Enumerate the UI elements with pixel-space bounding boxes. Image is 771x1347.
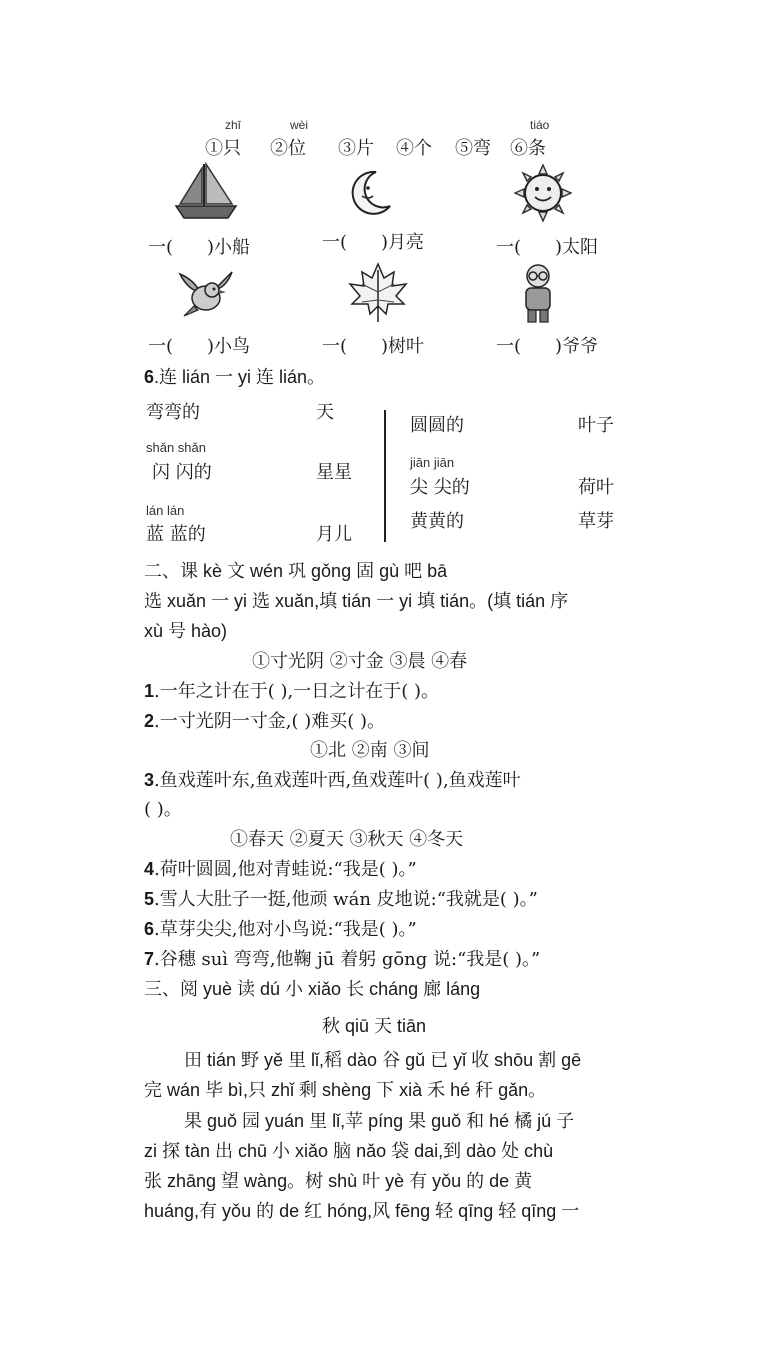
ruby-wei: wèi (290, 118, 309, 132)
match-right-ruby-2: jiān jiān (410, 455, 455, 470)
match-left-target-2: 星星 (316, 462, 352, 483)
question-3-cont: ( )。 (144, 799, 182, 820)
column-divider (384, 410, 386, 542)
ruby-tiao: tiáo (530, 118, 550, 132)
section2-instruction-1: 选 xuǎn 一 yi 选 xuǎn,填 tián 一 yi 填 tián。(填 tián 序 (144, 591, 569, 611)
question-3: 3.鱼戏莲叶东,鱼戏莲叶西,鱼戏莲叶( ),鱼戏莲叶 (144, 770, 521, 791)
match-left-ruby-2: shǎn shǎn (146, 440, 206, 455)
section3-title: 三、阅 yuè 读 dú 小 xiǎo 长 cháng 廊 láng (144, 979, 481, 999)
question-1: 1.一年之计在于( ),一日之计在于( )。 (144, 681, 439, 702)
moon-icon (346, 168, 396, 218)
measure-3: 一( )太阳 (496, 237, 599, 258)
option-5: ⑤弯 (455, 138, 491, 159)
q6-title: 6.连 lián 一 yi 连 lián。 (144, 367, 326, 387)
option-3: ③片 (338, 138, 374, 159)
passage-p1-line-2: 完 wán 毕 bì,只 zhǐ 剩 shèng 下 xià 禾 hé 秆 gǎn。 (144, 1080, 547, 1100)
sailboat-icon (172, 162, 240, 222)
match-right-target-2: 荷叶 (578, 477, 614, 498)
match-right-word-1: 圆圆的 (410, 415, 464, 436)
question-4: 4.荷叶圆圆,他对青蛙说:“我是( )。” (144, 859, 417, 880)
passage-p2-line-2: zi 探 tàn 出 chū 小 xiǎo 脑 nǎo 袋 dai,到 dào 处 chù (144, 1141, 554, 1161)
measure-6: 一( )爷爷 (496, 336, 599, 357)
match-right-target-1: 叶子 (578, 415, 614, 436)
passage-p2-line-1: 果 guǒ 园 yuán 里 lǐ,苹 píng 果 guǒ 和 hé 橘 jú 子 (184, 1111, 575, 1131)
measure-4: 一( )小鸟 (148, 336, 251, 357)
question-2: 2.一寸光阴一寸金,( )难买( )。 (144, 711, 385, 732)
bird-icon (174, 266, 238, 322)
option-2: ②位 (270, 138, 306, 159)
passage-p2-line-4: huáng,有 yǒu 的 de 红 hóng,风 fēng 轻 qīng 轻 qīng 一 (144, 1201, 580, 1221)
question-5: 5.雪人大肚子一挺,他顽 wán 皮地说:“我就是( )。” (144, 889, 538, 910)
passage-p2-line-3: 张 zhāng 望 wàng。树 shù 叶 yè 有 yǒu 的 de 黄 (144, 1171, 533, 1191)
option-1: ①只 (205, 138, 241, 159)
section2-instruction-2: xù 号 hào) (144, 621, 228, 641)
options-group-1: ①寸光阴 ②寸金 ③晨 ④春 (252, 651, 468, 672)
passage-p1-line-1: 田 tián 野 yě 里 lǐ,稻 dào 谷 gǔ 已 yǐ 收 shōu 割 gē (184, 1050, 582, 1070)
match-left-word-3: 蓝 蓝的 (146, 524, 206, 545)
match-left-ruby-3: lán lán (146, 503, 185, 518)
options-group-2: ①北 ②南 ③间 (310, 740, 430, 761)
ruby-zhi: zhī (225, 118, 242, 132)
question-6: 6.草芽尖尖,他对小鸟说:“我是( )。” (144, 919, 417, 940)
match-right-target-3: 草芽 (578, 511, 614, 532)
measure-5: 一( )树叶 (322, 336, 425, 357)
option-6: ⑥条 (510, 138, 546, 159)
options-group-3: ①春天 ②夏天 ③秋天 ④冬天 (230, 829, 464, 850)
match-left-target-1: 天 (316, 402, 334, 423)
measure-1: 一( )小船 (148, 237, 251, 258)
measure-2: 一( )月亮 (322, 232, 425, 253)
match-right-word-3: 黄黄的 (410, 511, 464, 532)
option-4: ④个 (396, 138, 432, 159)
passage-title: 秋 qiū 天 tiān (322, 1016, 427, 1036)
match-left-target-3: 月儿 (316, 524, 352, 545)
match-right-word-2: 尖 尖的 (410, 477, 470, 498)
question-7: 7.谷穗 suì 弯弯,他鞠 jū 着躬 gōng 说:“我是( )。” (144, 949, 541, 970)
grandpa-icon (516, 262, 560, 326)
sun-icon (514, 164, 572, 222)
section2-title: 二、课 kè 文 wén 巩 gǒng 固 gù 吧 bā (144, 561, 448, 581)
match-left-word-1: 弯弯的 (146, 402, 200, 423)
match-left-word-2: 闪 闪的 (152, 462, 212, 483)
leaf-icon (348, 262, 408, 324)
